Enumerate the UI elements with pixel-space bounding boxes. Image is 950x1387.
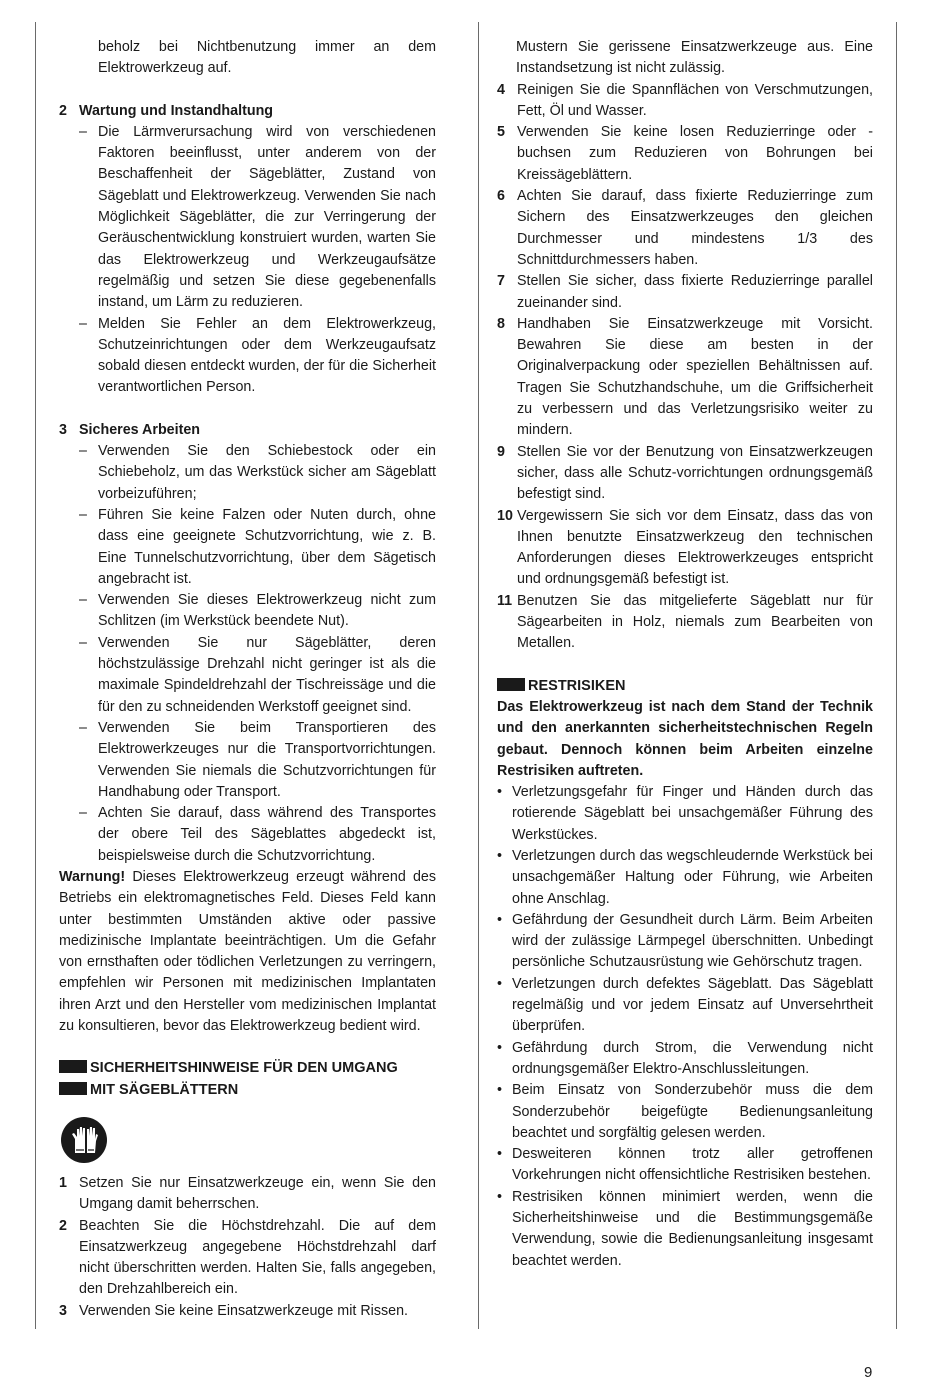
warning-paragraph [59, 867, 436, 1037]
dash-item: – Verwenden Sie nur Sägeblätter, deren höchstzulässige Drehzahl nicht geringer ist als die maximale Spindeldrehzahl der Tischreissäge und die für den zu schneidenden Werkstoff geeignet sind. [79, 634, 436, 715]
bullet-item: • Desweiteren können trotz aller getroffenen Vorkehrungen nicht offensichtliche Restrisiken bestehen. [497, 1146, 873, 1184]
dash-item: – Verwenden Sie den Schiebestock oder ein Schiebeholz, um das Werkstück sicher am Sägeblatt vorbeizuführen; [79, 443, 436, 502]
dash-item: – Achten Sie darauf, dass während des Transportes der obere Teil des Sägeblattes abgedeckt ist, beispielsweise durch die Schutzvorrichtung. [79, 805, 436, 864]
center-column-rule [478, 22, 479, 1329]
bullet-item: • Restrisiken können minimiert werden, wenn die Sicherheitshinweise und die Bestimmungsgemäße Verwendung, sowie die Bedienungsanleitung insgesamt beachtet werden. [497, 1188, 873, 1269]
numbered-item: 6 Achten Sie darauf, dass fixierte Reduzierringe zum Sichern des Einsatzwerkzeuges den gleichen Durchmesser und mindestens 1/3 des Schnittdurchmessers haben. [497, 188, 873, 268]
dash-item: – Die Lärmverursachung wird von verschiedenen Faktoren beeinflusst, unter anderem von der Beschaffenheit der Sägeblätter, Zustand von Sägeblatt und Elektrowerkzeug. Verwenden Sie nach Möglichkeit Sägeblätter, die zur Verringerung der Geräuschentwicklung konstruiert wurden, warten Sie das Elektrowerkzeug und Werkzeugaufsätze regelmäßig und setzen Sie diese gegebenenfalls instand, um Lärm zu reduzieren. [79, 123, 436, 311]
warning-label: Warnung! [59, 868, 126, 885]
bullet-item: • Verletzungsgefahr für Finger und Händen durch das rotierende Sägeblatt bei unsachgemäßer Führung des Werkstückes. [497, 784, 873, 843]
numbered-item: 5 Verwenden Sie keine losen Reduzierringe oder -buchsen zum Reduzieren von Bohrungen bei Kreissägeblättern. [497, 124, 873, 183]
section-number: 3 [59, 421, 67, 438]
warning-text: Dieses Elektrowerkzeug erzeugt während des Betriebs ein elektromagnetisches Feld. Dieses Feld kann unter bestimmten Umständen aktive oder passive medizinische Implantate beeinträchtigen. Um die Gefahr von ernsthaften oder tödlichen Verletzungen zu verringern, empfehlen wir Personen mit medizinischen Implantaten ihren Arzt und den Hersteller vom medizinischen Implantat zu konsultieren, bevor das Elektrowerkzeug bedient wird. [59, 868, 436, 1035]
page-number: 9 [864, 1364, 873, 1381]
dash-item: – Führen Sie keine Falzen oder Nuten durch, ohne dass eine geeignete Schutzvorrichtung, wie z. B. Eine Tunnelschutzvorrichtung, über dem Sägetisch angebracht ist. [79, 506, 436, 587]
right-margin-rule [896, 22, 897, 1329]
dash-item: – Verwenden Sie beim Transportieren des Elektrowerkzeuges nur die Transportvorrichtungen. Verwenden Sie niemals die Schutzvorrichtungen für Handhabung oder Transport. [79, 719, 436, 800]
numbered-item: 7 Stellen Sie sicher, dass fixierte Reduzierringe parallel zueinander sind. [497, 273, 873, 311]
bullet-item: • Gefährdung durch Strom, die Verwendung nicht ordnungsgemäßer Elektro-Anschlussleitungen. [497, 1039, 873, 1077]
continued-text: Mustern Sie gerissene Einsatzwerkzeuge aus. Eine Instandsetzung ist nicht zulässig. [516, 39, 873, 77]
numbered-item: 11 Benutzen Sie das mitgelieferte Sägeblatt nur für Sägearbeiten in Holz, niemals zum Bearbeiten von Metallen. [497, 592, 873, 652]
right-column [497, 37, 873, 1272]
numbered-item: 3 Verwenden Sie keine Einsatzwerkzeuge mit Rissen. [59, 1302, 408, 1319]
section-number: 2 [59, 102, 67, 119]
section-safe-working [59, 420, 436, 441]
bullet-item: • Verletzungen durch das wegschleudernde Werkstück bei unsachgemäßer Haltung oder Führung, wie Arbeiten ohne Anschlag. [497, 847, 873, 907]
heading-marker [59, 1060, 87, 1073]
left-margin-rule [35, 22, 36, 1329]
section-maintenance [59, 101, 436, 122]
bullet-item: • Gefährdung der Gesundheit durch Lärm. Beim Arbeiten wird der zulässige Lärmpegel überschnitten. Unbedingt persönliche Schutzausrüstung wie Gehörschutz tragen. [497, 911, 873, 971]
section-heading-residual-risks: RESTRISIKEN [497, 676, 873, 697]
numbered-item: 9 Stellen Sie vor der Benutzung von Einsatzwerkzeugen sicher, dass alle Schutz-vorrichtungen ordnungsgemäß befestigt sind. [497, 443, 873, 503]
left-column [59, 37, 436, 1322]
protective-gloves-icon [61, 1117, 107, 1163]
numbered-item: 8 Handhaben Sie Einsatzwerkzeuge mit Vorsicht. Bewahren Sie diese am besten in der Originalverpackung oder speziellen Behältnissen auf. Tragen Sie Schutzhandschuhe, um die Griffsicherheit zu verbessern und das Verletzungsrisiko weiter zu mindern. [497, 315, 873, 439]
residual-risks-intro: Das Elektrowerkzeug ist nach dem Stand der Technik und den anerkannten sicherheitstechnischen Regeln gebaut. Dennoch können beim Arbeiten einzelne Restrisiken auftreten. [497, 698, 873, 779]
dash-item: – Verwenden Sie dieses Elektrowerkzeug nicht zum Schlitzen (im Werkstück beendete Nut). [79, 592, 436, 630]
heading-marker [59, 1082, 87, 1095]
dash-item: – Melden Sie Fehler an dem Elektrowerkzeug, Schutzeinrichtungen oder dem Werkzeugaufsatz sobald diesen entdeckt wurden, der für die Sicherheit verantwortlichen Person. [79, 315, 436, 396]
bullet-item: • Verletzungen durch defektes Sägeblatt. Das Sägeblatt regelmäßig und vor jedem Einsatz auf Unversehrtheit überprüfen. [497, 975, 873, 1035]
numbered-item: 4 Reinigen Sie die Spannflächen von Verschmutzungen, Fett, Öl und Wasser. [497, 81, 873, 119]
numbered-item: 1 Setzen Sie nur Einsatzwerkzeuge ein, wenn Sie den Umgang damit beherrschen. [59, 1174, 436, 1213]
numbered-item: 2 Beachten Sie die Höchstdrehzahl. Die auf dem Einsatzwerkzeug angegebene Höchstdrehzahl darf nicht überschritten werden. Halten Sie, falls angegeben, den Drehzahlbereich ein. [59, 1217, 436, 1298]
heading-marker [497, 678, 525, 691]
bullet-item: • Beim Einsatz von Sonderzubehör muss die dem Sonderzubehör beigefügte Bedienungsanleitung beachtet und sorgfältig gelesen werden. [497, 1082, 873, 1141]
section-heading-saw-blades: SICHERHEITSHINWEISE FÜR DEN UMGANG MIT SÄGEBLÄTTERN [59, 1058, 436, 1101]
continued-text: beholz bei Nichtbenutzung immer an dem Elektrowerkzeug auf. [98, 39, 436, 77]
numbered-item: 10 Vergewissern Sie sich vor dem Einsatz, dass das von Ihnen benutzte Einsatzwerkzeug den technischen Anforderungen dieses Elektrowerkzeuges entspricht und ordnungsgemäß befestigt ist. [497, 507, 873, 588]
section-title: Wartung und Instandhaltung [79, 102, 274, 119]
section-title: Sicheres Arbeiten [79, 421, 201, 438]
